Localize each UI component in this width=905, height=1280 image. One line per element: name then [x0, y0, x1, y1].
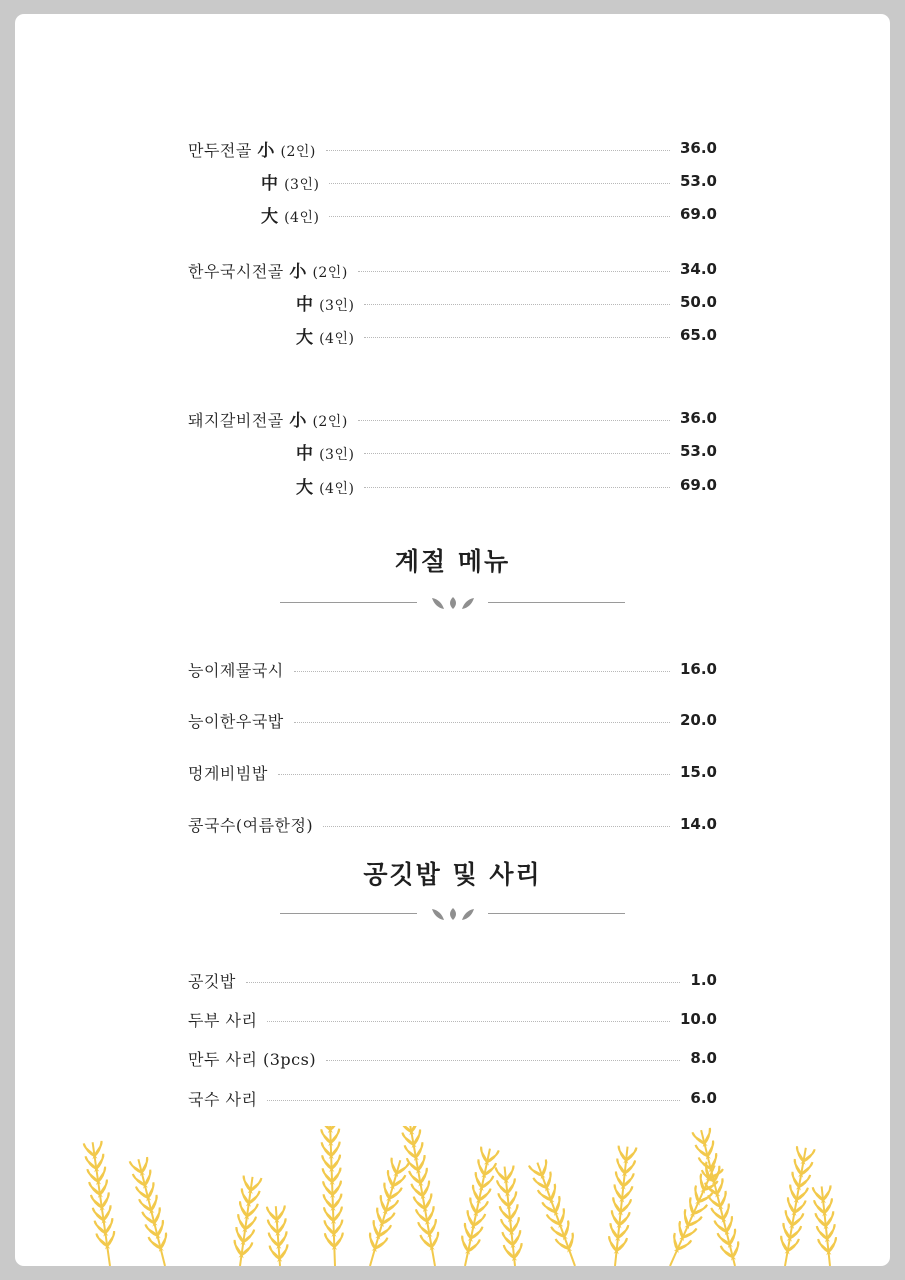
item-name: 한우국시전골 小 (2인)	[188, 261, 348, 282]
item-price: 65.0	[679, 326, 717, 344]
wheat-stalk	[606, 1146, 636, 1266]
item-name: 두부 사리	[188, 1010, 258, 1030]
item-name: 공깃밥	[188, 971, 236, 991]
wheat-stalk	[267, 1206, 289, 1266]
item-size: 中 (3인)	[296, 443, 355, 464]
menu-row	[188, 290, 717, 314]
leader-dots	[267, 1100, 680, 1101]
leader-dots	[364, 487, 670, 488]
item-price: 36.0	[679, 409, 717, 427]
leader-dots	[364, 304, 670, 305]
wheat-decoration-icon	[15, 1126, 890, 1266]
leader-dots	[278, 774, 670, 775]
wheat-stalk	[776, 1146, 815, 1266]
section-divider	[280, 906, 625, 922]
item-price: 14.0	[679, 815, 717, 833]
item-name: 국수 사리	[188, 1089, 258, 1109]
leader-dots	[294, 722, 670, 723]
leader-dots	[294, 671, 670, 672]
item-name: 능이한우국밥	[188, 711, 284, 731]
menu-row	[188, 257, 717, 281]
leader-dots	[358, 271, 670, 272]
wheat-stalk	[496, 1166, 524, 1266]
item-name: 멍게비빔밥	[188, 763, 268, 783]
item-price: 53.0	[679, 172, 717, 190]
leaf-ornament-icon	[428, 595, 478, 611]
item-name: 만두전골 小 (2인)	[188, 140, 316, 161]
item-price: 69.0	[679, 476, 717, 494]
leader-dots	[246, 982, 681, 983]
item-size: 中 (3인)	[296, 294, 355, 315]
item-price: 16.0	[679, 660, 717, 678]
menu-row	[188, 136, 717, 160]
leader-dots	[358, 420, 670, 421]
menu-row	[188, 202, 717, 226]
menu-row	[188, 708, 717, 732]
item-size: 大 (4인)	[296, 477, 355, 498]
leaf-ornament-icon	[428, 906, 478, 922]
wheat-stalk	[321, 1126, 344, 1266]
leader-dots	[329, 183, 670, 184]
item-size: 大 (4인)	[296, 327, 355, 348]
menu-row	[188, 323, 717, 347]
menu-row	[188, 812, 717, 836]
menu-row	[188, 657, 717, 681]
item-price: 6.0	[690, 1089, 717, 1107]
item-price: 20.0	[679, 711, 717, 729]
menu-row	[188, 1086, 717, 1110]
item-size: 大 (4인)	[261, 206, 320, 227]
item-name: 돼지갈비전골 小 (2인)	[188, 410, 348, 431]
item-price: 50.0	[679, 293, 717, 311]
leader-dots	[326, 150, 670, 151]
leader-dots	[326, 1060, 680, 1061]
section-title-sides: 공깃밥 및 사리	[363, 860, 542, 889]
menu-row	[188, 169, 717, 193]
item-price: 69.0	[679, 205, 717, 223]
item-price: 10.0	[679, 1010, 717, 1028]
wheat-stalk	[456, 1147, 499, 1266]
item-price: 1.0	[690, 971, 717, 989]
wheat-stalk	[84, 1141, 119, 1266]
item-name: 만두 사리 (3pcs)	[188, 1049, 317, 1069]
menu-row	[188, 1007, 717, 1031]
item-name: 능이제물국시	[188, 660, 284, 680]
leader-dots	[329, 216, 670, 217]
menu-row	[188, 760, 717, 784]
wheat-stalk	[130, 1157, 174, 1266]
item-price: 15.0	[679, 763, 717, 781]
wheat-stalk	[231, 1176, 261, 1266]
menu-row	[188, 439, 717, 463]
menu-page	[15, 14, 890, 1266]
item-size: 中 (3인)	[261, 173, 320, 194]
leader-dots	[364, 453, 670, 454]
item-price: 53.0	[679, 442, 717, 460]
menu-row	[188, 968, 717, 992]
section-divider	[280, 595, 625, 611]
leader-dots	[267, 1021, 670, 1022]
item-price: 8.0	[690, 1049, 717, 1067]
leader-dots	[323, 826, 670, 827]
menu-row	[188, 473, 717, 497]
wheat-stalk	[529, 1160, 584, 1266]
menu-row	[188, 1046, 717, 1070]
menu-row	[188, 406, 717, 430]
wheat-stalk	[361, 1158, 409, 1266]
item-price: 34.0	[679, 260, 717, 278]
section-title-seasonal: 계절 메뉴	[394, 547, 511, 576]
item-name: 콩국수(여름한정)	[188, 815, 314, 835]
wheat-stalk	[400, 1126, 444, 1266]
item-price: 36.0	[679, 139, 717, 157]
wheat-stalk	[813, 1185, 839, 1266]
leader-dots	[364, 337, 670, 338]
